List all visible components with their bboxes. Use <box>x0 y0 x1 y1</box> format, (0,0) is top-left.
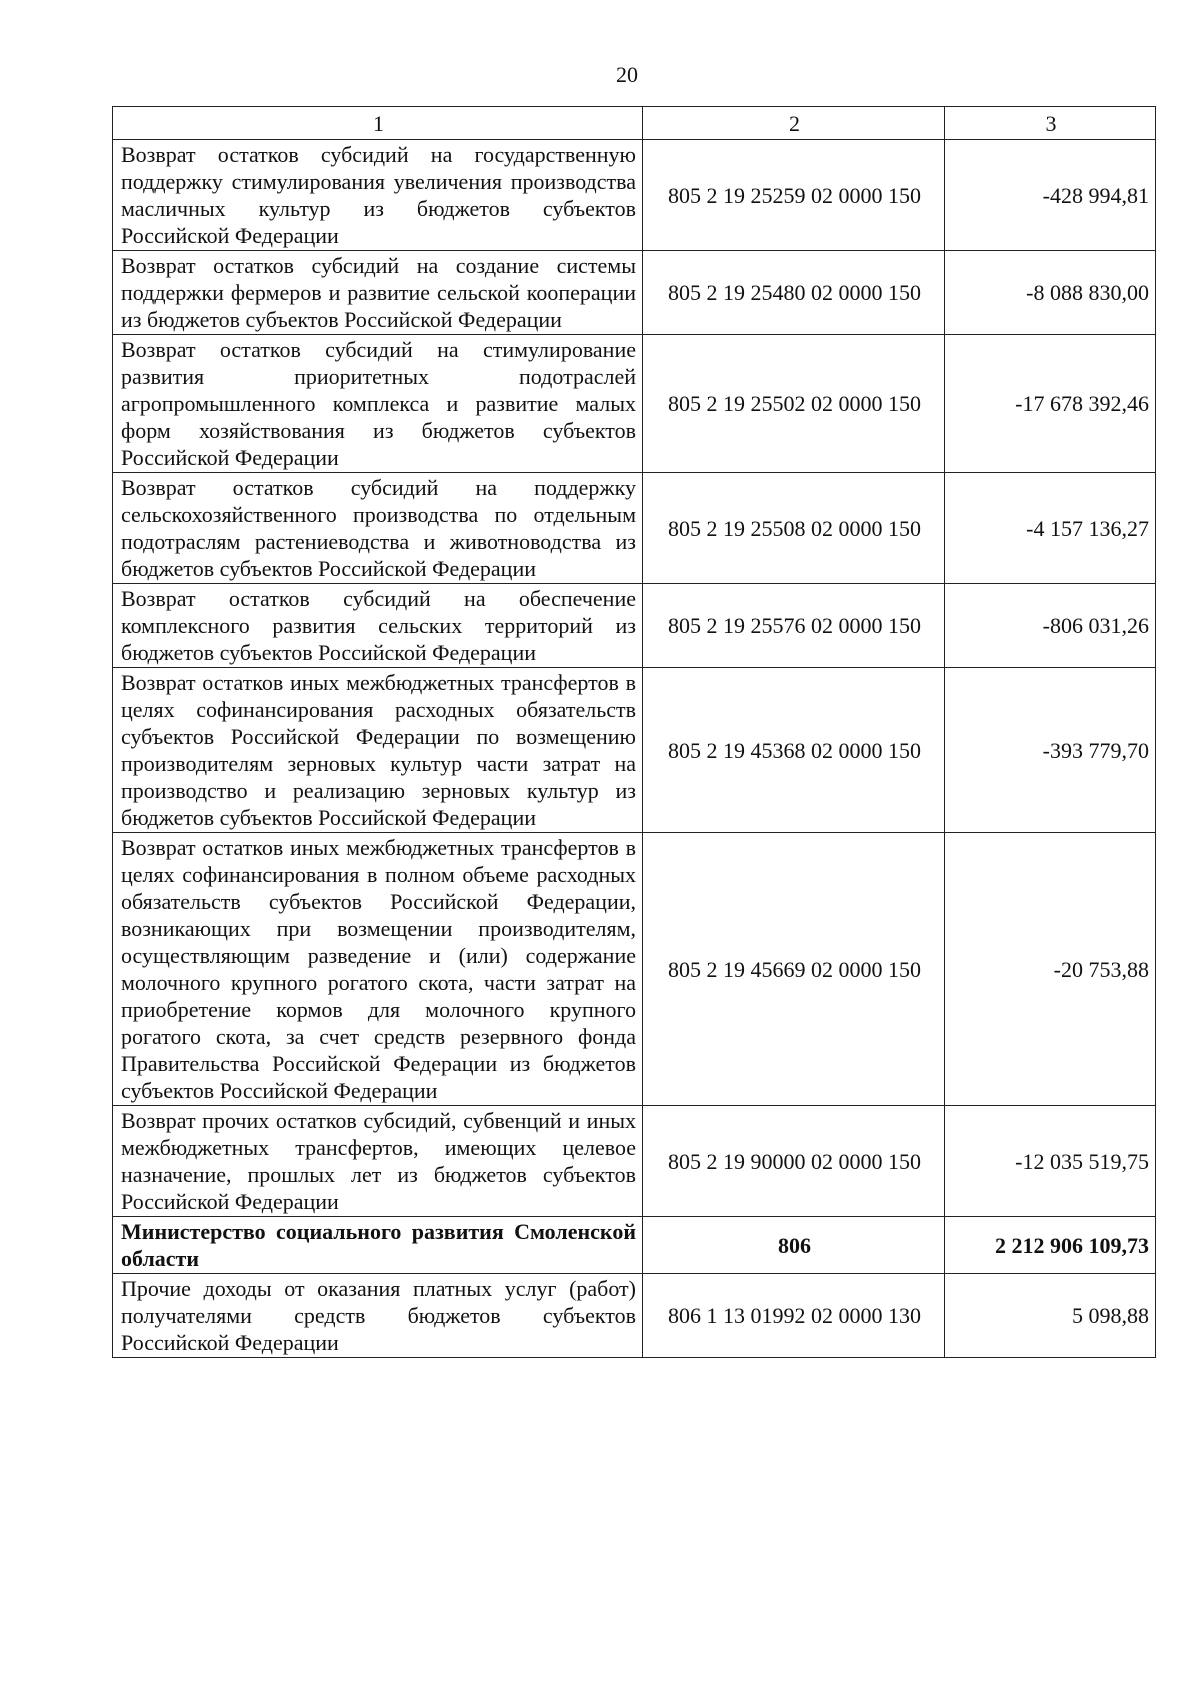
row-amount: -428 994,81 <box>945 140 1156 251</box>
ministry-amount: 2 212 906 109,73 <box>945 1217 1156 1274</box>
row-amount: -393 779,70 <box>945 668 1156 833</box>
ministry-name: Министерство социального развития Смоленской области <box>113 1217 643 1274</box>
row-code: 805 2 19 25576 02 0000 150 <box>643 584 945 668</box>
header-col-1: 1 <box>113 107 643 140</box>
row-code: 805 2 19 25259 02 0000 150 <box>643 140 945 251</box>
row-name: Возврат остатков субсидий на стимулирование развития приоритетных подотраслей агропромышленного комплекса и развитие малых форм хозяйствования из бюджетов субъектов Российской Федерации <box>113 335 643 473</box>
row-code: 805 2 19 25508 02 0000 150 <box>643 473 945 584</box>
row-name: Возврат остатков субсидий на поддержку сельскохозяйственного производства по отдельным подотраслям растениеводства и животноводства из бюджетов субъектов Российской Федерации <box>113 473 643 584</box>
table-row <box>113 833 1156 1106</box>
budget-table <box>112 106 1156 1358</box>
row-amount: -12 035 519,75 <box>945 1106 1156 1217</box>
row-name: Возврат прочих остатков субсидий, субвенций и иных межбюджетных трансфертов, имеющих целевое назначение, прошлых лет из бюджетов субъектов Российской Федерации <box>113 1106 643 1217</box>
table-row <box>113 1274 1156 1358</box>
row-amount: -4 157 136,27 <box>945 473 1156 584</box>
table-row <box>113 140 1156 251</box>
row-amount: -17 678 392,46 <box>945 335 1156 473</box>
row-amount: -8 088 830,00 <box>945 251 1156 335</box>
row-name: Возврат остатков субсидий на государственную поддержку стимулирования увеличения производства масличных культур из бюджетов субъектов Российской Федерации <box>113 140 643 251</box>
row-amount: -806 031,26 <box>945 584 1156 668</box>
row-code: 805 2 19 45669 02 0000 150 <box>643 833 945 1106</box>
table-row <box>113 251 1156 335</box>
row-amount: -20 753,88 <box>945 833 1156 1106</box>
row-name: Возврат остатков субсидий на создание системы поддержки фермеров и развитие сельской кооперации из бюджетов субъектов Российской Федерации <box>113 251 643 335</box>
table-row <box>113 335 1156 473</box>
table-row <box>113 1106 1156 1217</box>
table-row <box>113 584 1156 668</box>
row-code: 805 2 19 25502 02 0000 150 <box>643 335 945 473</box>
row-name: Возврат остатков иных межбюджетных трансфертов в целях софинансирования расходных обязательств субъектов Российской Федерации по возмещению производителям зерновых культур части затрат на производство и реализацию зерновых культур из бюджетов субъектов Российской Федерации <box>113 668 643 833</box>
header-col-3: 3 <box>945 107 1156 140</box>
table-row <box>113 473 1156 584</box>
table-row <box>113 668 1156 833</box>
ministry-total-row <box>113 1217 1156 1274</box>
page-number: 20 <box>616 62 638 87</box>
row-name: Возврат остатков субсидий на обеспечение комплексного развития сельских территорий из бюджетов субъектов Российской Федерации <box>113 584 643 668</box>
row-amount: 5 098,88 <box>945 1274 1156 1358</box>
row-name: Возврат остатков иных межбюджетных трансфертов в целях софинансирования в полном объеме расходных обязательств субъектов Российской Федерации, возникающих при возмещении производителям, осуществляющим разведение и (или) содержание молочного крупного рогатого скота, части затрат на приобретение кормов для молочного крупного рогатого скота, за счет средств резервного фонда Правительства Российской Федерации из бюджетов субъектов Российской Федерации <box>113 833 643 1106</box>
row-code: 806 1 13 01992 02 0000 130 <box>643 1274 945 1358</box>
row-code: 805 2 19 90000 02 0000 150 <box>643 1106 945 1217</box>
row-code: 805 2 19 25480 02 0000 150 <box>643 251 945 335</box>
table-header-row <box>113 107 1156 140</box>
row-code: 805 2 19 45368 02 0000 150 <box>643 668 945 833</box>
ministry-code: 806 <box>643 1217 945 1274</box>
row-name: Прочие доходы от оказания платных услуг (работ) получателями средств бюджетов субъектов Российской Федерации <box>113 1274 643 1358</box>
header-col-2: 2 <box>643 107 945 140</box>
